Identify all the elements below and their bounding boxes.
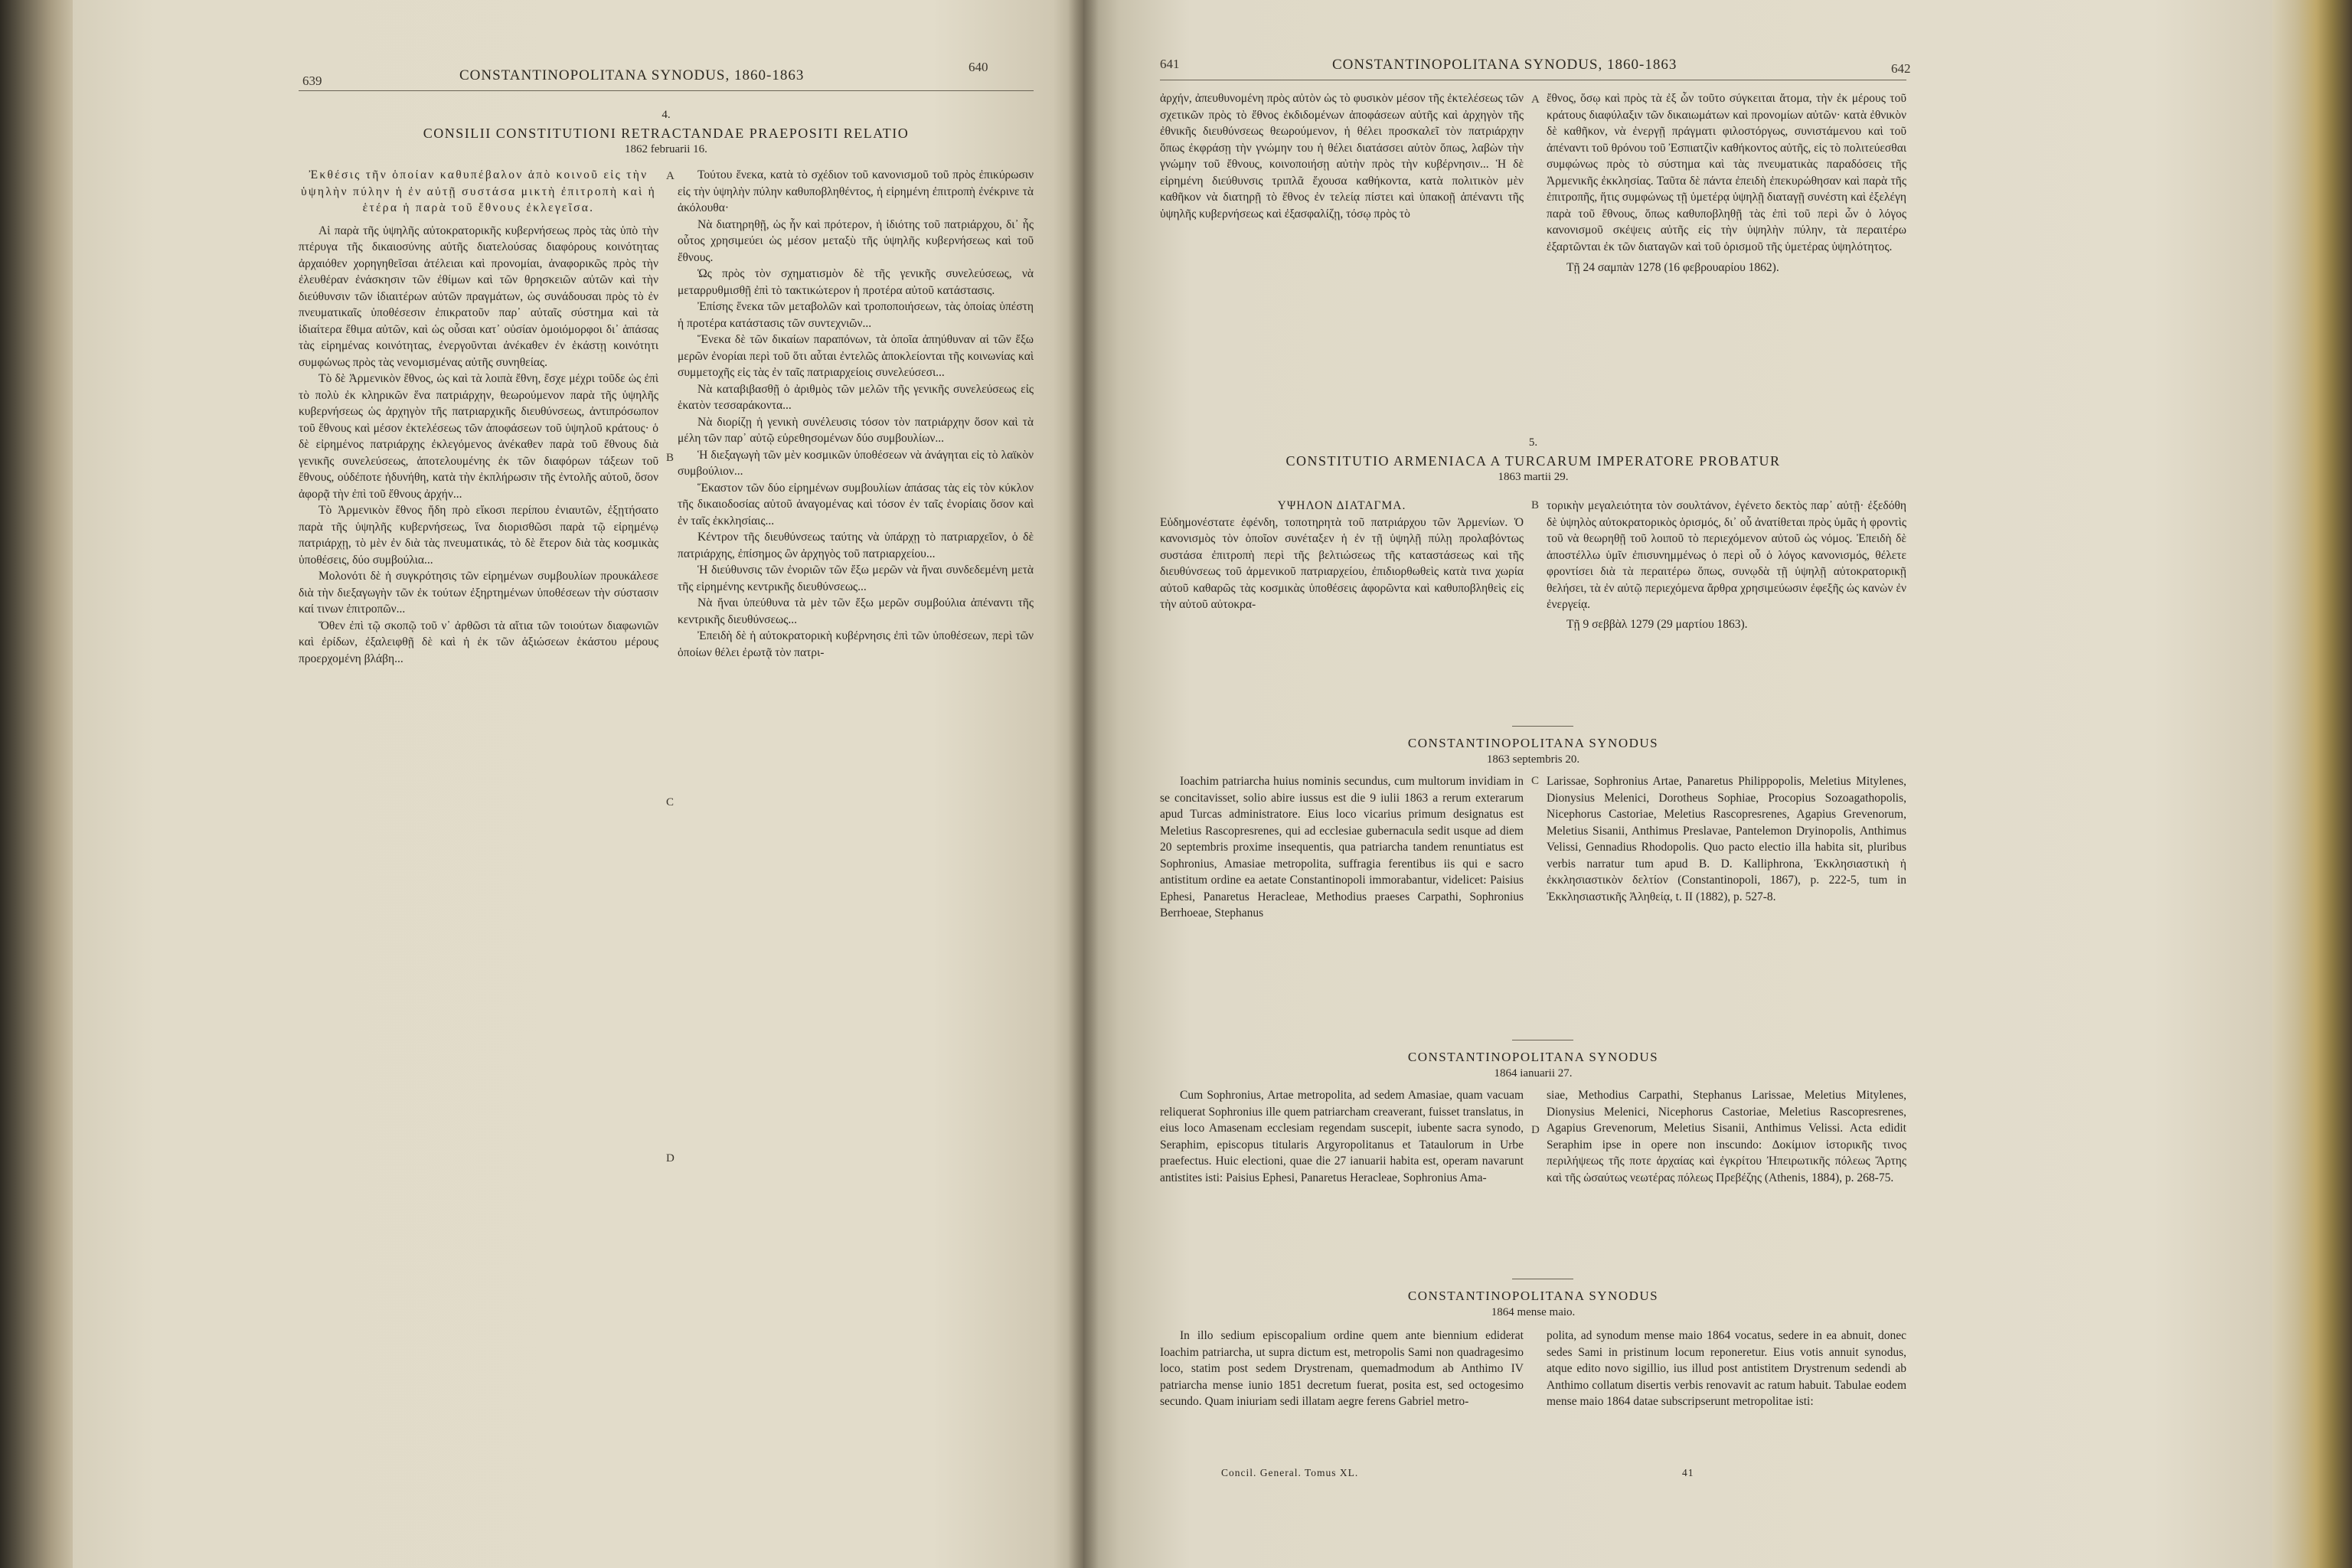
section-6-column-1 <box>1160 773 1524 1034</box>
paragraph: Ioachim patriarcha huius nominis secundus, cum multorum invidiam in se concitavisset, solio abire iussus est die 9 iulii 1863 a rerum exterarum apud Turcas administratore. Eius loco vicarius primum designatus est Meletius Rascopresrenes, qui ad ecclesiae gubernacula sedit usque ad diem 20 septembris proxime insequentis, qua patriarcha tandem renuntiatus est Sophronius, Amasiae metropolita, suffragia ferentibus iis qui e sacro antistitum ordine ea aetate Constantinopoli immorabantur, videlicet: Paisius Ephesi, Panaretus Heracleae, Methodius praeses Carpathi, Sophronius Berrhoeae, Stephanus <box>1160 775 1524 920</box>
section-number: 4. <box>662 109 671 121</box>
paragraph: Ὡς πρὸς τὸν σχηματισμὸν δὲ τῆς γενικῆς συνελεύσεως, νὰ μεταρρυθμισθῇ ἐπὶ τὸ τακτικώτερον ἡ προτέρα αὐτοῦ κατάστασις. <box>678 267 1034 297</box>
paragraph: Ἐπίσης ἕνεκα τῶν μεταβολῶν καὶ τροποποιήσεων, τὰς ὁποίας ὑπέστη ἡ προτέρα κατάστασις τῶν συντεχνιῶν... <box>678 300 1034 330</box>
running-head-right: CONSTANTINOPOLITANA SYNODUS, 1860-1863 <box>1332 57 1677 73</box>
left-section-header <box>299 107 1034 166</box>
paragraph: siae, Methodius Carpathi, Stephanus Larissae, Meletius Mitylenes, Dionysius Melenici, Nicephorus Castoriae, Meletius Rascopresrenes, Agapius Grevenorum, Meletius Sisanii, Anthimus Velissi. Acta edidit Seraphim ipse in opere non inscundo: Δοκίμιον ἱστορικῆς τινος περιλήψεως τῆς ποτε ἀρχαίας καὶ ἐγκρίτου Ἠπειρωτικῆς πόλεως Ἄρτης καὶ τῆς ὡσαύτως νεωτέρας πόλεως Πρεβέζης (Athenis, 1884), p. 268-75. <box>1547 1089 1906 1184</box>
section-8-header <box>1160 1288 1906 1328</box>
margin-letter: A <box>1531 93 1540 106</box>
section-date: 1863 martii 29. <box>1498 471 1569 483</box>
paragraph: ἔθνος, ὅσῳ καὶ πρὸς τὰ ἐξ ὧν τοῦτο σύγκειται ἄτομα, τὴν ἐκ μέρους τοῦ κράτους διαφύλαξιν τῶν δικαιωμάτων καὶ προνομίων αὐτῶν· κατὰ ἐθνικὸν δὲ καθῆκον, νὰ ἐνεργῇ πράγματι φιλοστόργως, συνιστάμενου καὶ τοῦ ἀπέναντι τοῦ θρόνου τοῦ Ἐσπιατζὶν καθήκοντος αὐτῆς, εἰς τὸ πολιτεύεσθαι συμφώνως πρὸς τὸ σύστημα καὶ τὰς πνευματικὰς παραδόσεις τῆς Ἀρμενικῆς ἐκκλησίας. Ταῦτα δὲ πάντα ἐπειδὴ ἐπεκυρώθησαν καὶ παρὰ τῆς ἐπιτροπῆς, ἥτις συμφώνως τῇ ὑμετέρᾳ ὑψηλῇ διαταγῇ συνέστη καὶ ἐξελέγη παρὰ τοῦ ἔθνους, ὅπως καθυποβληθῇ τὰς ἐπὶ τοῦ περὶ ὧν ὁ λόγος κανονισμοῦ σκέψεις αὐτῆς εἰς τὴν ὑψηλὴν πύλην, τὰ περαιτέρω ἐξαρτῶνται ἐκ τῶν διαταγῶν καὶ τοῦ ὁρισμοῦ τῆς ὑμετέρας ὑψηλότητος. <box>1547 92 1906 253</box>
header-rule-left <box>299 90 1034 91</box>
paragraph: Νὰ καταβιβασθῇ ὁ ἀριθμὸς τῶν μελῶν τῆς γενικῆς συνελεύσεως εἰς ἑκατὸν τεσσαράκοντα... <box>678 382 1034 412</box>
section-date: 1863 septembris 20. <box>1486 753 1580 766</box>
section-title: CONSTANTINOPOLITANA SYNODUS <box>1407 1289 1659 1303</box>
paragraph: Ἕκαστον τῶν δύο εἰρημένων συμβουλίων ἁπάσας τὰς εἰς τὸν κύκλον τῆς δικαιοδοσίας αὐτοῦ ἀναγομένας καὶ τόσον ἐν ταῖς ἐνορίαις ὅσον καὶ ἐν ταῖς ἐκκλησίαις... <box>678 481 1034 528</box>
margin-letter: A <box>666 170 675 182</box>
page-number-left-outer: 639 <box>302 74 322 88</box>
section-number: 5. <box>1528 436 1538 449</box>
paragraph: Τούτου ἕνεκα, κατὰ τὸ σχέδιον τοῦ κανονισμοῦ τοῦ πρὸς ἐπικύρωσιν εἰς τὴν ὑψηλὴν πύλην καθυποβληθέντος, ἡ εἰρημένη ἐπιτροπὴ ἐνέκρινε τὰ ἀκόλουθα· <box>678 168 1034 214</box>
section-title: CONSILII CONSTITUTIONI RETRACTANDAE PRAEPOSITI RELATIO <box>423 125 910 141</box>
running-head-left: CONSTANTINOPOLITANA SYNODUS, 1860-1863 <box>459 67 805 83</box>
section-title: CONSTANTINOPOLITANA SYNODUS <box>1407 1050 1659 1064</box>
signature-line: Concil. General. Tomus XL. <box>1221 1467 1359 1478</box>
paragraph: Ἕνεκα δὲ τῶν δικαίων παραπόνων, τὰ ὁποῖα ἀπηύθυναν αἱ τῶν ἔξω μερῶν ἐνορίαι περὶ τοῦ ὅτι αὗται ἐντελῶς ἀποκλείονται τῆς κοινωνίας καὶ συμμετοχῆς εἰς τὰς ἐν ταῖς πατριαρχείοις συνελεύσεσι... <box>678 333 1034 379</box>
section-8-column-2 <box>1547 1328 1906 1481</box>
section-6-header <box>1160 735 1906 776</box>
paragraph: Ἐπειδὴ δὲ ἡ αὐτοκρατορικὴ κυβέρνησις ἐπὶ τῶν ὑποθέσεων, περὶ τῶν ὁποίων θέλει ἐρωτᾷ τὸν πατρι- <box>678 629 1034 659</box>
paragraph: Cum Sophronius, Artae metropolita, ad sedem Amasiae, quam vacuam reliquerat Sophronius ille quem patriarcham creaverant, fuisset translatus, in eius loco Amasenam ecclesiam regendam suscepit, iubente sacra synodo, Seraphim, episcopus titularis Argyropolitanus et Tataulorum in Urbe praefectus. Huic electioni, quae die 27 ianuarii habita est, operam navarunt antistites isti: Paisius Ephesi, Panaretus Heracleae, Sophronius Ama- <box>1160 1089 1524 1184</box>
section-date: 1862 februarii 16. <box>625 143 707 155</box>
decree-heading: ΥΨΗΛΟΝ ΔΙΑΤΑΓΜΑ. <box>1277 499 1406 512</box>
left-column-2 <box>678 167 1034 1560</box>
page-edges-left <box>0 0 73 1568</box>
section-7-column-2 <box>1547 1087 1906 1271</box>
paragraph: Larissae, Sophronius Artae, Panaretus Philippopolis, Meletius Mitylenes, Dionysius Melenici, Dorotheus Sophiae, Procopius Sozoagathopolis, Nicephorus Castoriae, Meletius Rascopresrenes, Agapius Grevenorum, Meletius Sisanii, Anthimus Preslavae, Pantelemon Dryinopolis, Anthimus Velissi, Gennadius Rhodopolis. Quo pacto electio illa habita sit, pluribus verbis narratur tum apud B. D. Kalliphrona, Ἐκκλησιαστικὴ ἡ ἐκκλησιαστικὸν δελτίον (Constantinopoli, 1867), p. 222-5, tum in Ἐκκλησιαστικῆς Ἀληθείᾳ, t. II (1882), p. 527-8. <box>1547 775 1906 903</box>
paragraph: Τὸ δὲ Ἀρμενικὸν ἔθνος, ὡς καὶ τὰ λοιπὰ ἔθνη, ἔσχε μέχρι τοῦδε ὡς ἐπὶ τὸ πολὺ ἐκ κληρικῶν ἕνα πατριάρχην, θεωρούμενον παρὰ τῆς ὑψηλῆς κυβερνήσεως ὡς ἀρχηγὸν τῆς πατριαρχικῆς διευθύνσεως, ἀντιπρόσωπον τοῦ ἔθνους καὶ μέσον ἐκτελέσεως τῶν ἀποφάσεων τοῦ ὑψηλοῦ κράτους· ὁ δὲ εἰρημένος πατριάρχης ἐκλεγόμενος ἀνέκαθεν παρὰ τοῦ ἔθνους διὰ γενικῆς συνελεύσεως, ἀποτελουμένης ἐκ τῶν διαφόρων τάξεων τοῦ ἔθνους, οὐδέποτε ἠδυνήθη, κατὰ τὴν ἐκπλήρωσιν τῆς ἐντολῆς αὐτοῦ, ὅσον ἀφορᾷ τὴν ἐπὶ τοῦ ἔθνους ἀρχήν... <box>299 372 658 501</box>
paragraph: Κέντρον τῆς διευθύνσεως ταύτης νὰ ὑπάρχῃ τὸ πατριαρχεῖον, ὁ δὲ πατριάρχης, ἐπίσημος ὢν ἀρχηγὸς τοῦ πατριαρχείου... <box>678 531 1034 560</box>
section-5-column-2 <box>1547 498 1906 716</box>
section-6-column-2 <box>1547 773 1906 1034</box>
margin-letter: C <box>666 796 675 808</box>
page-number-right-outer: 642 <box>1891 61 1911 76</box>
paragraph: Νὰ ἤναι ὑπεύθυνα τὰ μὲν τῶν ἔξω μερῶν συμβούλια ἀπέναντι τῆς κεντρικῆς διευθύνσεως... <box>678 596 1034 626</box>
section-title: CONSTITUTIO ARMENIACA A TURCARUM IMPERATORE PROBATUR <box>1285 452 1781 469</box>
section-5-column-1 <box>1160 498 1524 716</box>
margin-letter: C <box>1531 775 1540 787</box>
paragraph: τορικὴν μεγαλειότητα τὸν σουλτάνον, ἐγένετο δεκτὸς παρ᾽ αὐτῇ· ἐξεδόθη δὲ ὑψηλὸς αὐτοκρατορικὸς ὁρισμός, δι᾽ οὗ ἀνατίθεται πρὸς ὑμᾶς ἡ φροντὶς τοῦ νὰ θεωρηθῇ τοῦ λοιποῦ τὸ περιεχόμενον αὐτοῦ ὡς νόμος. Ἐπειδὴ δὲ ἀποστέλλω ὑμῖν ἐπισυνημμένως ὁ περὶ οὗ ὁ λόγος κανονισμός, θέλετε φροντίσει διὰ τὰ περαιτέρω ὅπως, συνῳδὰ τῇ ὑψηλῇ αὐτοκρατορικῇ θελήσει, τὰ ἐν αὐτῷ περιεχόμενα ἄρθρα χρησιμεύωσιν ἐφεξῆς ὡς κανὼν ἐν ἐνεργείᾳ. <box>1547 499 1906 611</box>
paragraph: Νὰ διατηρηθῇ, ὡς ἦν καὶ πρότερον, ἡ ἰδιότης τοῦ πατριάρχου, δι᾽ ἧς οὗτος χρησιμεύει ὡς μέσον μεταξὺ τῆς ὑψηλῆς κυβερνήσεως καὶ τοῦ ἔθνους. <box>678 217 1034 264</box>
right-page <box>1083 0 2272 1568</box>
section-5-header <box>1160 435 1906 494</box>
page-number-left-inner: 640 <box>969 60 988 74</box>
right-top-column-2 <box>1547 90 1906 412</box>
margin-letter: B <box>666 452 675 464</box>
section-divider <box>1512 726 1573 727</box>
paragraph: Ἡ διεύθυνσις τῶν ἐνοριῶν τῶν ἔξω μερῶν νὰ ἤναι συνδεδεμένη μετὰ τῆς εἰρημένης κεντρικῆς διευθύνσεως... <box>678 564 1034 593</box>
section-title: CONSTANTINOPOLITANA SYNODUS <box>1407 736 1659 750</box>
margin-letter: D <box>1531 1124 1540 1136</box>
paragraph: ἀρχήν, ἀπευθυνομένη πρὸς αὐτὸν ὡς τὸ φυσικὸν μέσον τῆς ἐκτελέσεως τῶν σχετικῶν πρὸς τὸ ἔθνος ἐκδιδομένων ἀποφάσεων αὐτῆς καὶ ἀρχηγὸν τῆς ἐθνικῆς διευθύνσεως θεωρούμενον, ἡ θέλει προσκαλεῖ τὸν πατριάρχην ὅπως ἐκφράσῃ τὴν γνώμην του ἡ θέλει διατάσσει αὐτὸν ὅπως, λαβὼν τὴν γνώμην τοῦ ἔθνους, κοινοποιήσῃ αὐτὴν πρὸς τὴν κυβέρνησιν... Ἡ δὲ εἰρημένη διεύθυνσις τριπλᾶ ἔχουσα καθήκοντα, κατὰ πολιτικὸν μὲν καθῆκον νὰ διατηρῇ τὸ ἔθνος ἐν τελείᾳ πίστει καὶ ὑπακοῇ ἀπέναντι τῆς ὑψηλῆς κυβερνήσεως καὶ ἐξασφαλίζῃ, τόσῳ πρὸς τὸ <box>1160 92 1524 220</box>
column-heading: Ἐκθέσις τῆν ὁποίαν καθυπέβαλον ἀπὸ κοινοῦ εἰς τὴν ὑψηλὴν πύλην ἡ ἐν αὐτῇ συστάσα μικτὴ ἐπιτροπὴ καὶ ἡ ἑτέρα ἡ παρὰ τοῦ ἔθνους ἐκλεγεῖσα. <box>300 168 657 214</box>
page-edges-right <box>2272 0 2352 1568</box>
margin-letter: D <box>666 1152 675 1165</box>
section-date: 1864 ianuarii 27. <box>1494 1067 1573 1080</box>
left-page <box>73 0 1083 1568</box>
dating-line: Τῇ 24 σαμπὰν 1278 (16 φεβρουαρίου 1862). <box>1566 261 1779 274</box>
margin-letter: B <box>1531 499 1540 511</box>
right-top-column-1 <box>1160 90 1524 412</box>
paragraph: Τὸ Ἀρμενικὸν ἔθνος ἤδη πρὸ εἴκοσι περίπου ἐνιαυτῶν, ἐξῃτήσατο παρὰ τῆς ὑψηλῆς κυβερνήσεως, ἵνα διορισθῶσι παρὰ τῷ εἰρημένῳ πατριάρχῃ, τὸ μὲν ἐν διὰ τὰς πνευματικάς, τὸ δὲ ἕτερον διὰ τὰς κοσμικὰς ὑποθέσεις, δύο συμβούλια... <box>299 504 658 567</box>
paragraph: Εὐδημονέστατε ἐφένδη, τοποτηρητὰ τοῦ πατριάρχου τῶν Ἀρμενίων. Ὁ κανονισμὸς τὸν ὁποῖον συνέταξεν ἡ ἐν τῇ ὑψηλῇ πύλῃ προλαβόντως συστάσα ἐπιτροπὴ περὶ τῆς βελτιώσεως τῆς καταστάσεως καὶ τῆς διευθύνσεως τοῦ ἀρμενικοῦ πατριαρχείου, ἐπιδιορθωθεὶς κατὰ τινα χωρία αὐτοῦ καθαρῶς τὰς κοσμικὰς ὑποθέσεις ἀφορῶντα καὶ καθυποβληθεὶς εἰς τὴν αὐτοῦ αὐτοκρα- <box>1160 515 1524 611</box>
dating-line: Τῇ 9 σεββὰλ 1279 (29 μαρτίου 1863). <box>1566 617 1748 631</box>
paragraph: polita, ad synodum mense maio 1864 vocatus, sedere in ea abnuit, donec sedes Sami in pristinum locum reponeretur. Eius votis annuit synodus, atque edito novo sigillio, ius illud post antistitem Drystrenum sedendi ab Anthimo collatum disertis verbis renovavit ac ratum habuit. Tabulae eodem mense maio 1864 datae subscripserunt metropolitae isti: <box>1547 1329 1906 1408</box>
paragraph: In illo sedium episcopalium ordine quem ante biennium ediderat Ioachim patriarcha, ut supra dictum est, metropolis Sami non quadragesimo loco, statim post sedem Drystrenam, quemadmodum ab Anthimo IV patriarcha mense iunio 1851 decretum fuerat, posita est, sed octogesimo secundo. Quam iniuriam sedi illatam aegre ferens Gabriel metro- <box>1160 1329 1524 1408</box>
paragraph: Ἡ διεξαγωγὴ τῶν μὲν κοσμικῶν ὑποθέσεων νὰ ἀνάγηται εἰς τὸ λαϊκὸν συμβούλιον... <box>678 448 1034 478</box>
section-7-column-1 <box>1160 1087 1524 1271</box>
left-column-1 <box>299 167 658 1560</box>
section-date: 1864 mense maio. <box>1491 1305 1576 1318</box>
page-number-right-inner: 641 <box>1160 57 1180 71</box>
signature-number: 41 <box>1682 1467 1694 1478</box>
paragraph: Αἱ παρὰ τῆς ὑψηλῆς αὐτοκρατορικῆς κυβερνήσεως πρὸς τὰς ὑπὸ τὴν πτέρυγα τῆς δικαιοσύνης αὐτῆς διατελούσας διαφόρους κοινότητας ἀρχαιόθεν χορηγηθεῖσαι ἀτέλειαι καὶ προνομίαι, ἀναφορικῶς πρὸς τὴν ἐλευθέραν ἐνάσκησιν τῶν ἐθίμων καὶ τῶν θρησκειῶν αὐτῶν καὶ τὴν διεύθυνσιν τῶν ἰδιαιτέρων αὐτῶν πραγμάτων, ὡς συνάδουσαι πρὸς τὸ ἐν πνευματικαῖς ὑποθέσεσιν ἐπικρατοῦν παρ᾽ αὐταῖς σύστημα καὶ τὰ ἰδιαίτερα ἔθιμα αὐτῶν, καὶ ὡς οὖσαι κατ᾽ οὐσίαν ὁμοιόμορφοι δι᾽ ἁπάσας τὰς εἰρημένας κοινότητας, ἐνεργοῦνται ἀνέκαθεν ἐν ἑκάστῃ κοινότητι συμφώνως πρὸς τὰς νενομισμένας αὐτῆς συνηθείας. <box>299 224 658 369</box>
paragraph: Μολονότι δὲ ἡ συγκρότησις τῶν εἰρημένων συμβουλίων προυκάλεσε διὰ τὴν διεξαγωγὴν τῶν ἐκ τούτων ἐξηρτημένων ὑποθέσεων τὴν σύστασιν καί τινων ἐπιτροπῶν... <box>299 570 658 616</box>
paragraph: Ὅθεν ἐπὶ τῷ σκοπῷ τοῦ ν᾽ ἀρθῶσι τὰ αἴτια τῶν τοιούτων διαφωνιῶν καὶ ἐρίδων, ἐξαλειφθῇ δὲ καὶ ἡ ἐκ τῶν ἀξιώσεων ἑκάστου μέρους προερχομένη βλάβη... <box>299 619 658 665</box>
section-8-column-1 <box>1160 1328 1524 1481</box>
book-gutter <box>1068 0 1099 1568</box>
paragraph: Νὰ διορίζῃ ἡ γενικὴ συνέλευσις τόσον τὸν πατριάρχην ὅσον καὶ τὰ μέλη τῶν παρ᾽ αὐτῷ εὑρεθησομένων δύο συμβουλίων... <box>678 415 1034 445</box>
section-7-header <box>1160 1049 1906 1089</box>
